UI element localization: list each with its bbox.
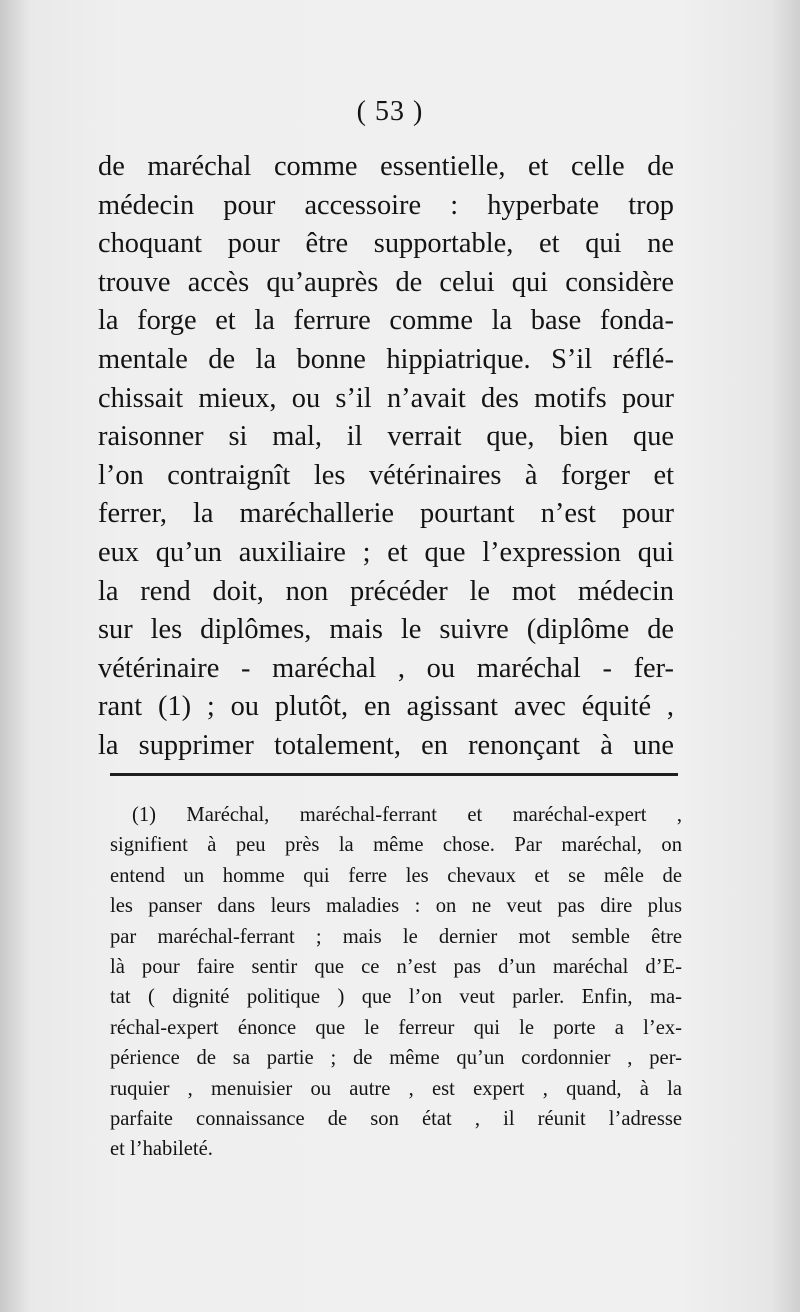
footnote-line: par maréchal-ferrant ; mais le dernier mot semble être [110,925,682,948]
footnote-line: les panser dans leurs maladies : on ne veut pas dire plus [110,895,682,918]
footnote-line: ruquier , menuisier ou autre , est expert , quand, à la [110,1077,682,1100]
body-text [98,148,674,766]
body-line: rant (1) ; ou plutôt, en agissant avec équité , [98,691,674,723]
body-line: chissait mieux, ou s’il n’avait des motifs pour [98,382,674,414]
body-line: eux qu’un auxiliaire ; et que l’expression qui [98,536,674,568]
body-line: la supprimer totalement, en renonçant à une [98,729,674,761]
body-line: ferrer, la maréchallerie pourtant n’est pour [98,498,674,530]
footnote [110,800,682,1165]
footnote-line: signifient à peu près la même chose. Par maréchal, on [110,834,682,857]
footnote-line: réchal-expert énonce que le ferreur qui le porte a l’ex- [110,1016,682,1039]
footnote-line: périence de sa partie ; de même qu’un cordonnier , per- [110,1047,682,1070]
body-line: de maréchal comme essentielle, et celle de [98,151,674,182]
body-line: l’on contraignît les vétérinaires à forger et [98,459,674,491]
body-line: trouve accès qu’auprès de celui qui considère [98,266,674,298]
body-line: médecin pour accessoire : hyperbate trop [98,189,674,221]
body-line: vétérinaire - maréchal , ou maréchal - fer- [98,652,674,684]
footnote-separator-rule [110,773,678,776]
footnote-line: tat ( dignité politique ) que l’on veut parler. Enfin, ma- [110,986,682,1009]
body-line: la forge et la ferrure comme la base fonda- [98,305,674,337]
body-line: choquant pour être supportable, et qui ne [98,228,674,260]
body-line: raisonner si mal, il verrait que, bien que [98,421,674,453]
footnote-line: entend un homme qui ferre les chevaux et se mêle de [110,864,682,887]
body-line: sur les diplômes, mais le suivre (diplôme de [98,614,674,646]
body-line: la rend doit, non précéder le mot médecin [98,575,674,607]
footnote-line: là pour faire sentir que ce n’est pas d’un maréchal d’E- [110,956,682,979]
page-number: ( 53 ) [356,96,424,127]
footnote-line: parfaite connaissance de son état , il réunit l’adresse [110,1108,682,1131]
footnote-line: et l’habileté. [110,1138,213,1161]
footnote-line: (1) Maréchal, maréchal-ferrant et maréchal-expert , [132,804,682,826]
body-line: mentale de la bonne hippiatrique. S’il réflé- [98,343,674,375]
